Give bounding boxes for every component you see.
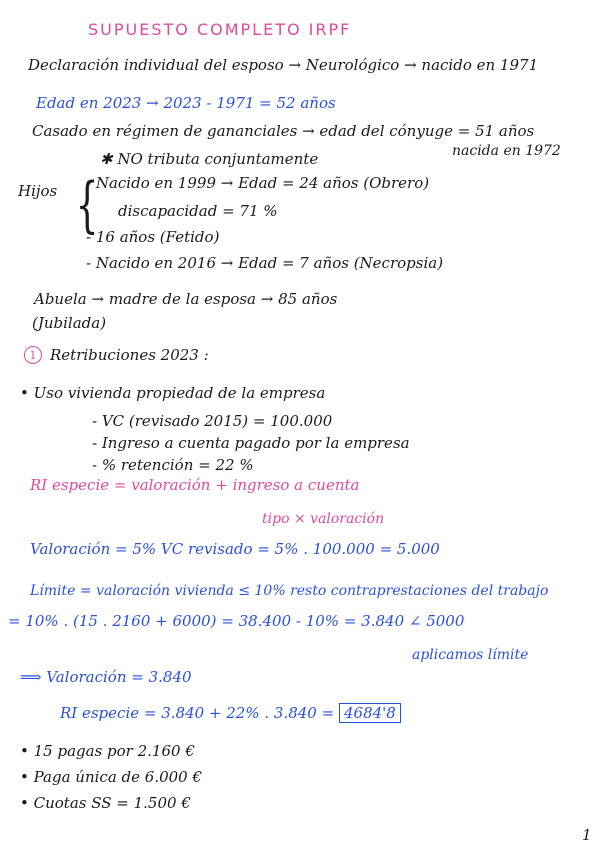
- payment-bullet-2: • Paga única de 6.000 €: [20, 770, 202, 785]
- grandmother-status: (Jubilada): [32, 314, 107, 332]
- page-title: SUPUESTO COMPLETO IRPF: [88, 20, 352, 39]
- ri-result-line: [60, 706, 401, 721]
- ri-formula: RI especie = valoración + ingreso a cuenta: [30, 476, 360, 494]
- age-line: Edad en 2023 → 2023 - 1971 = 52 años: [36, 94, 336, 112]
- ri-result-box: 4684'8: [339, 703, 401, 723]
- ri-result-text: RI especie = 3.840 + 22% . 3.840 =: [60, 704, 335, 722]
- child-3-line: - Nacido en 2016 → Edad = 7 años (Necropsia): [86, 254, 444, 272]
- housing-bullet: • Uso vivienda propiedad de la empresa: [20, 386, 325, 401]
- marriage-line: Casado en régimen de gananciales → edad del cónyuge = 51 años: [32, 122, 535, 140]
- valuation-line: Valoración = 5% VC revisado = 5% . 100.000 = 5.000: [30, 540, 440, 558]
- valuation-final: ⟹ Valoración = 3.840: [20, 668, 192, 686]
- grandmother-line: Abuela → madre de la esposa → 85 años: [34, 290, 338, 308]
- payment-bullet-3: • Cuotas SS = 1.500 €: [20, 796, 191, 811]
- limit-note: aplicamos límite: [412, 647, 529, 663]
- spouse-birth-note: nacida en 1972: [452, 143, 561, 159]
- section-number: 1: [29, 348, 37, 362]
- section-title: Retribuciones 2023 :: [50, 346, 209, 364]
- declaration-line: Declaración individual del esposo → Neurológico → nacido en 1971: [28, 56, 539, 74]
- payment-bullet-1: • 15 pagas por 2.160 €: [20, 744, 195, 759]
- child-1-disability: discapacidad = 71 %: [118, 202, 278, 220]
- housing-vc: - VC (revisado 2015) = 100.000: [92, 412, 333, 430]
- children-label: Hijos: [18, 182, 58, 200]
- child-2-line: - 16 años (Fetido): [86, 228, 220, 246]
- child-1-line: - Nacido en 1999 → Edad = 24 años (Obrero): [86, 174, 430, 192]
- children-brace: {: [75, 170, 99, 240]
- section-number-circle: [24, 346, 42, 364]
- limit-calc: = 10% . (15 . 2160 + 6000) = 38.400 - 10% = 3.840 ∠ 5000: [8, 612, 465, 630]
- page-number: 1: [582, 826, 592, 844]
- housing-retention: - % retención = 22 %: [92, 456, 254, 474]
- ri-formula-note: tipo × valoración: [262, 511, 385, 527]
- joint-taxation-note: ✱ NO tributa conjuntamente: [100, 150, 319, 168]
- limit-line: Límite = valoración vivienda ≤ 10% resto contraprestaciones del trabajo: [30, 583, 549, 599]
- housing-income: - Ingreso a cuenta pagado por la empresa: [92, 434, 410, 452]
